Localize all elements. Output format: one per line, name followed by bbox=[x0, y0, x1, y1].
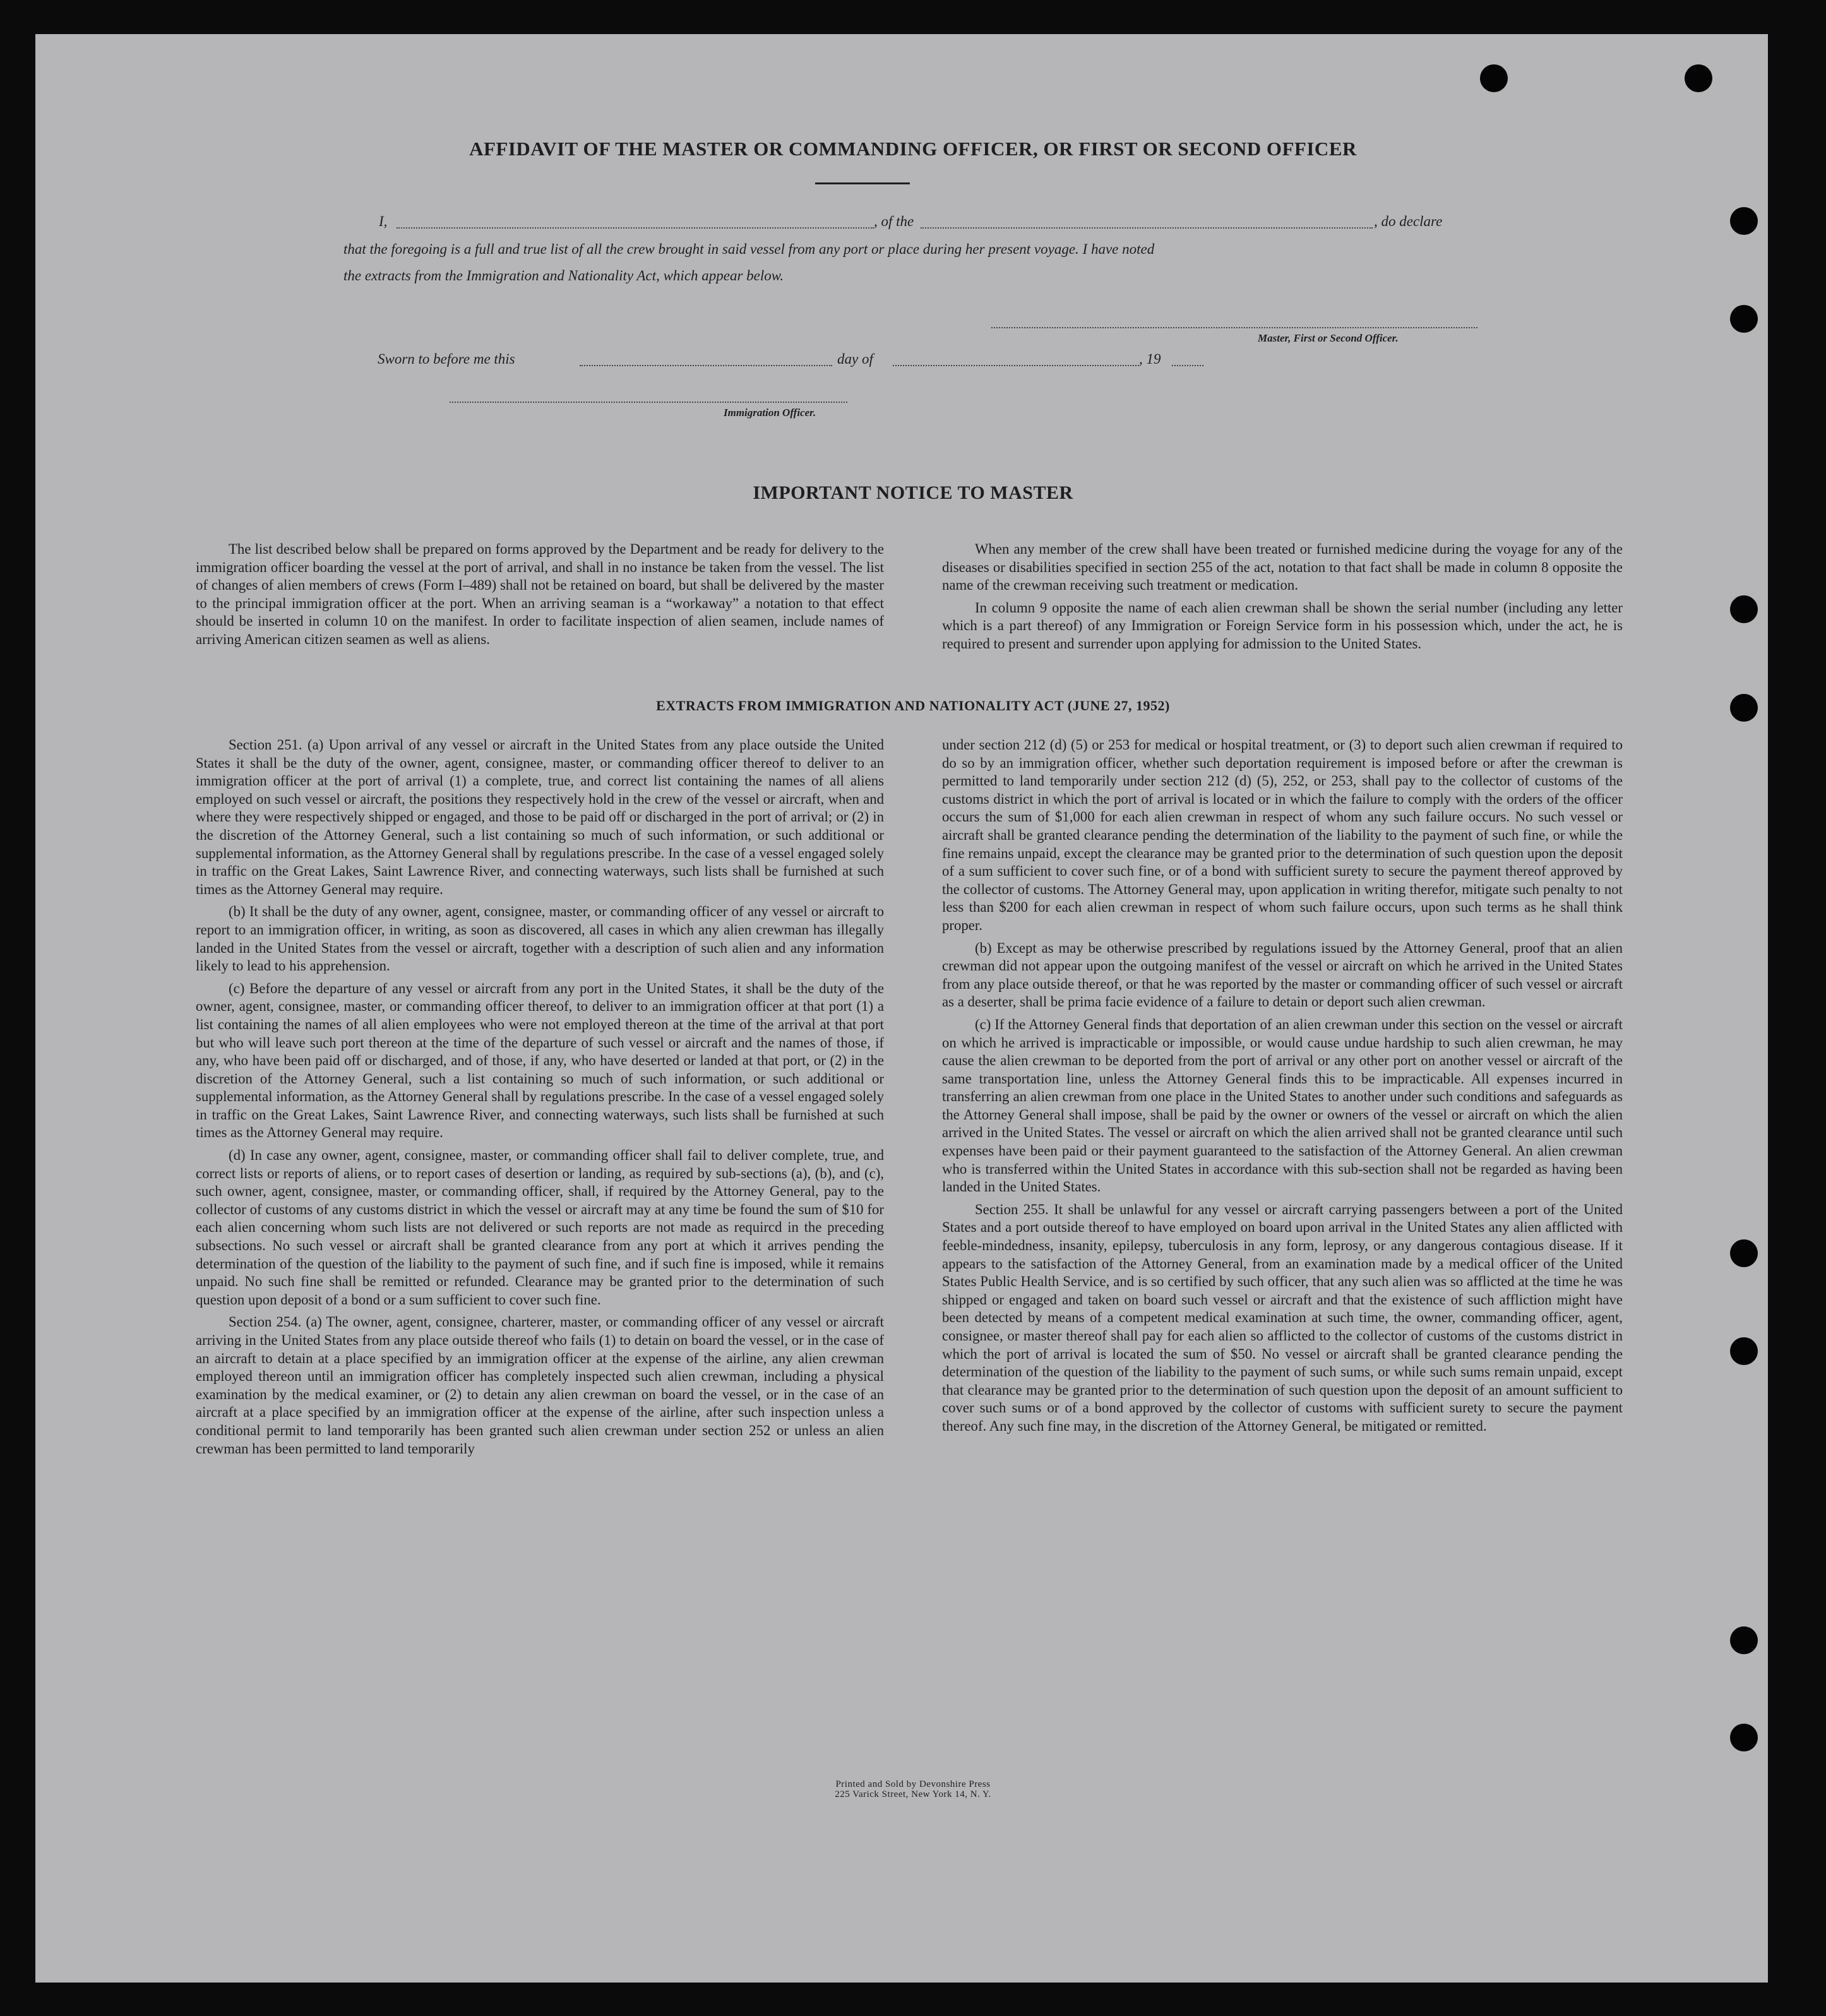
section-251-a: Section 251. (a) Upon arrival of any vessel or aircraft in the United States from any place outside the United States it shall be the duty of the owner, agent, consignee, master, or commanding officer thereof to deliver to an immigration officer at the port of arrival (1) a complete, true, and correct list containing the names of all aliens employed on such vessel or aircraft, the positions they respectively hold in the crew of the vessel or aircraft, when and where they were respectively shipped or engaged, and those to be paid off or discharged in the port of arrival; or (2) in the discretion of the Attorney General, such a list containing so much of such information, or such additional or supplemental information, as the Attorney General shall by regulations prescribe. In the case of a vessel engaged solely in traffic on the Great Lakes, Saint Lawrence River, and connecting waterways, such lists shall be furnished at such times as the Attorney General may require. bbox=[196, 737, 884, 897]
section-255: Section 255. It shall be unlawful for any vessel or aircraft carrying passengers between a port of the United States and a port outside thereof to have employed on board upon arrival in the United States any alien afflicted with feeble-mindedness, insanity, epilepsy, tuberculosis in any form, leprosy, or any dangerous contagious disease. If it appears to the satisfaction of the Attorney General, from an examination made by a medical officer of the United States Public Health Service, and is so certified by such officer, that any such alien was so afflicted at the time he was shipped or engaged and taken on board such vessel or aircraft and that the existence of such affliction might have been detected by means of a competent medical examination at such time, the owner, commanding officer, agent, consignee, or master thereof shall pay for each alien so afflicted to the collector of customs of the customs district in which the port of arrival is located the sum of $50. No vessel or aircraft shall be granted clearance pending the determination of the question of the liability to the payment of such sums, or while such sums remain unpaid, except that clearance may be granted prior to the determination of such question upon the deposit of an amount sufficient to cover such sums or of a bond approved by the collector of customs with sufficient surety to secure the payment thereof. Any such fine may, in the discretion of the Attorney General, be mitigated or remitted. bbox=[942, 1201, 1623, 1434]
punch-hole bbox=[1685, 64, 1712, 92]
affidavit-title: AFFIDAVIT OF THE MASTER OR COMMANDING OFFICER, OR FIRST OR SECOND OFFICER bbox=[469, 138, 1357, 160]
sworn-month-field[interactable] bbox=[893, 365, 1139, 366]
section-251-b: (b) It shall be the duty of any owner, agent, consignee, master, or commanding officer of any vessel or aircraft to report to an immigration officer, in writing, as soon as discovered, all cases in which any alien crewman has illegally landed in the United States from the vessel or aircraft, together with a description of such alien and any information likely to lead to his apprehension. bbox=[196, 904, 884, 974]
immigration-officer-caption: Immigration Officer. bbox=[724, 407, 816, 419]
signature-caption: Master, First or Second Officer. bbox=[1258, 332, 1399, 344]
notice-right-column bbox=[942, 540, 1623, 658]
extracts-title: EXTRACTS FROM IMMIGRATION AND NATIONALITY ACT (JUNE 27, 1952) bbox=[656, 698, 1170, 713]
notice-right-paragraph-1: When any member of the crew shall have been treated or furnished medicine during the voyage for any of the diseases or disabilities specified in section 255 of the act, notation to that fact shall be made in column 8 opposite the name of the crewman receiving such treatment or medication. bbox=[942, 541, 1623, 593]
declare-end-label: , do declare bbox=[1374, 213, 1443, 229]
notice-left-column bbox=[196, 540, 884, 653]
notice-right-paragraph-2: In column 9 opposite the name of each alien crewman shall be shown the serial number (including any letter which is a part thereof) of any Immigration or Foreign Service form in his possession which, under the act, he is required to present and surrender upon applying for admission to the United States. bbox=[942, 599, 1623, 652]
punch-hole bbox=[1730, 1626, 1758, 1654]
punch-hole bbox=[1730, 595, 1758, 623]
immigration-officer-signature-field[interactable] bbox=[450, 402, 847, 403]
punch-hole bbox=[1730, 1239, 1758, 1267]
master-signature-field[interactable] bbox=[991, 327, 1477, 328]
punch-hole bbox=[1480, 64, 1508, 92]
extracts-left-column bbox=[196, 736, 884, 1462]
section-254-a: Section 254. (a) The owner, agent, consignee, charterer, master, or commanding officer of any vessel or aircraft arriving in the United States from any place outside thereof who fails (1) to detain on board the vessel, or in the case of an aircraft to detain at a place specified by an immigration officer at the expense of the airline, any alien crewman employed thereon until an immigration officer has completely inspected such alien crewman, including a physical examination by the medical examiner, or (2) to detain any alien crewman on board the vessel, or in the case of an aircraft at a place specified by an immigration officer at the expense of the airline, after such inspection unless a conditional permit to land temporarily has been granted such alien crewman under section 252 or unless an alien crewman has been permitted to land temporarily bbox=[196, 1314, 884, 1457]
punch-hole bbox=[1730, 305, 1758, 333]
declare-i-label: I, bbox=[379, 213, 388, 229]
name-field[interactable] bbox=[397, 227, 874, 229]
printer-imprint bbox=[0, 1779, 1826, 1799]
notice-left-paragraph: The list described below shall be prepared on forms approved by the Department and be ready for delivery to the immigration officer boarding the vessel at the port of arrival, and shall in no instance be taken from the vessel. The list of changes of alien members of crews (Form I–489) shall not be retained on board, but shall be delivered by the master to the principal immigration officer at the port. When an arriving seaman is a “workaway” a notation to that effect should be inserted in column 10 on the manifest. In order to facilitate inspection of alien seamen, include names of arriving American citizen seamen as well as aliens. bbox=[196, 541, 884, 647]
sworn-label: Sworn to before me this bbox=[378, 351, 515, 367]
year-prefix-label: , 19 bbox=[1139, 351, 1161, 367]
statement-line-1: that the foregoing is a full and true list of all the crew brought in said vessel from any port or place during her present voyage. I have noted bbox=[343, 241, 1155, 257]
printer-imprint-line-1: Printed and Sold by Devonshire Press bbox=[835, 1779, 991, 1789]
vessel-field[interactable] bbox=[921, 227, 1373, 229]
day-of-label: day of bbox=[837, 351, 873, 367]
printer-imprint-line-2: 225 Varick Street, New York 14, N. Y. bbox=[835, 1789, 991, 1799]
sworn-year-field[interactable] bbox=[1172, 365, 1203, 366]
sworn-day-field[interactable] bbox=[580, 365, 832, 366]
section-254-b: (b) Except as may be otherwise prescribed by regulations issued by the Attorney General, proof that an alien crewman did not appear upon the outgoing manifest of the vessel or aircraft on which he arrived in the United States from any place outside thereof, or that he was reported by the master or commanding officer of such vessel or aircraft as a deserter, shall be prima facie evidence of a failure to detain or deport such alien crewman. bbox=[942, 939, 1623, 1010]
punch-hole bbox=[1730, 1337, 1758, 1365]
punch-hole bbox=[1730, 207, 1758, 235]
section-251-d: (d) In case any owner, agent, consignee, master, or commanding officer shall fail to deliver complete, true, and correct lists or reports of aliens, or to report cases of desertion or landing, as required by sub-sections (a), (b), and (c), such owner, agent, consignee, master, or commanding officer, shall, if required by the Attorney General, pay to the collector of customs of any customs district in which the vessel or aircraft may at any time be found the sum of $10 for each alien concerning whom such lists are not delivered or such reports are not made as requircd in the preceding subsections. No such vessel or aircraft shall be granted clearance from any port at which it arrives pending the determination of the question of the liability to the payment of such fine, and if such fine is imposed, while it remains unpaid. No such fine shall be remitted or refunded. Clearance may be granted prior to the determination of such question upon deposit of a bond or a sum sufficient to cover such fine. bbox=[196, 1147, 884, 1308]
title-underline bbox=[815, 182, 910, 184]
section-254-a-continued: under section 212 (d) (5) or 253 for medical or hospital treatment, or (3) to deport such alien crewman if required to do so by an immigration officer, whether such deportation requirement is imposed before or after the crewman is permitted to land temporarily under section 212 (d) (5), 252, or 253, shall pay to the collector of customs of the customs district in which the port of arrival is located or in which the failure to comply with the orders of the officer occurs the sum of $1,000 for each alien crewman in respect of whom any such failure occurs. No such vessel or aircraft shall be granted clearance pending the determination of the liability to the payment of such fine, or while the fine remains unpaid, except the clearance may be granted prior to the determination of such question upon the deposit of a sum sufficient to cover such fine, or of a bond with sufficient surety to secure the payment thereof approved by the collector of customs. The Attorney General may, upon application in writing therefor, mitigate such penalty to not less than $200 for each alien crewman in respect of whom such failure occurs, upon such terms as he shall think proper. bbox=[942, 737, 1623, 933]
section-254-c: (c) If the Attorney General finds that deportation of an alien crewman under this section on the vessel or aircraft on which he arrived is impracticable or impossible, or would cause undue hardship to such alien crewman, he may cause the alien crewman to be deported from the port of arrival or any other port on another vessel or aircraft of the same transportation line, unless the Attorney General finds this to be impracticable. All expenses incurred in transferring an alien crewman from one place in the United States to another under such conditions and safeguards as the Attorney General shall impose, shall be paid by the owner or owners of the vessel or aircraft on which the alien arrived in the United States. The vessel or aircraft on which the alien arrived shall not be granted clearance until such expenses have been paid or their payment guaranteed to the satisfaction of the Attorney General. An alien crewman who is transferred within the United States in accordance with this sub-section shall not be regarded as having been landed in the United States. bbox=[942, 1016, 1623, 1195]
declare-of-the-label: , of the bbox=[874, 213, 914, 229]
statement-line-2: the extracts from the Immigration and Nationality Act, which appear below. bbox=[343, 268, 784, 283]
extracts-right-column bbox=[942, 736, 1623, 1440]
punch-hole bbox=[1730, 1724, 1758, 1751]
notice-title: IMPORTANT NOTICE TO MASTER bbox=[753, 482, 1073, 503]
section-251-c: (c) Before the departure of any vessel or aircraft from any port in the United States, it shall be the duty of the owner, agent, consignee, master, or commanding officer thereof, to deliver to an immigration officer at that port (1) a list containing the names of all alien employees who were not employed thereon at the time of the arrival at that port but who will leave such port thereon at the time of the departure of such vessel or aircraft and the names of those, if any, who have been paid off or discharged, and of those, if any, who have deserted or landed at that port, or (2) in the discretion of the Attorney General, such a list containing so much of such information, or such additional or supplemental information, as the Attorney General shall by regulations prescribe. In the case of a vessel engaged solely in traffic on the Great Lakes, Saint Lawrence River, and connecting waterways, such lists shall be furnished at such times as the Attorney General may require. bbox=[196, 980, 884, 1141]
